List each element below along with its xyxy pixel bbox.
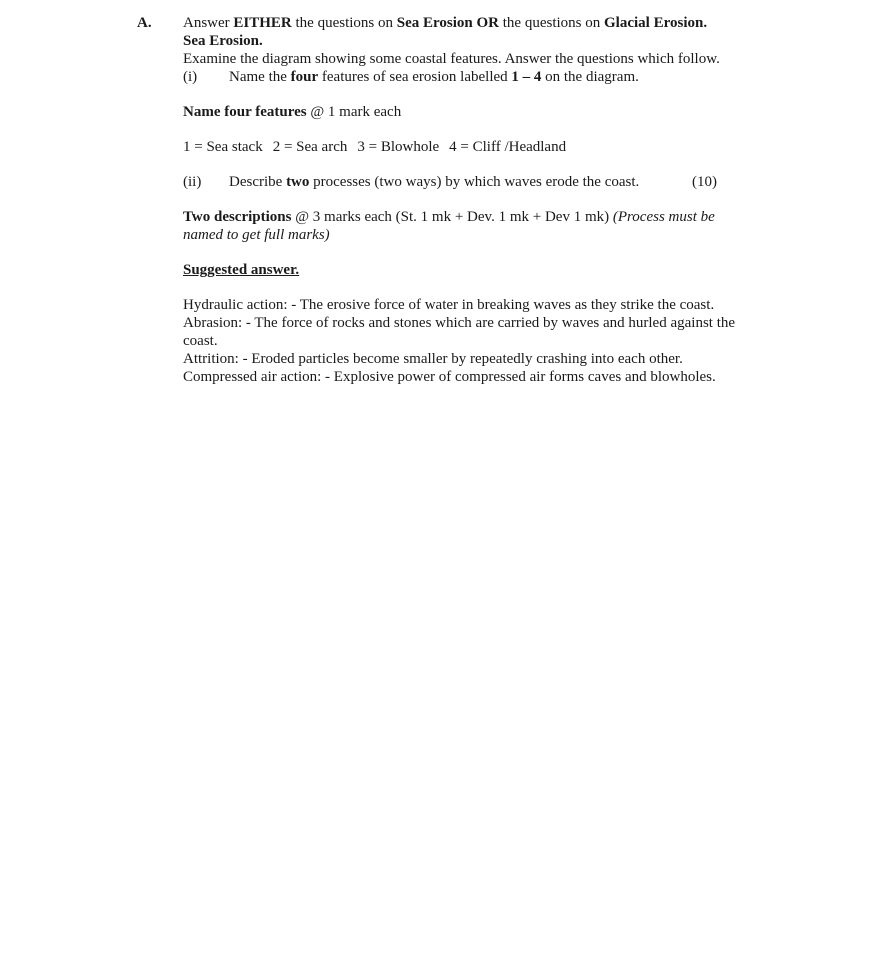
instruction: Examine the diagram showing some coastal features. Answer the questions which follow. bbox=[183, 51, 720, 67]
intro-either: EITHER bbox=[233, 15, 292, 31]
intro-text: Answer bbox=[183, 15, 234, 31]
question-i-part: features of sea erosion labelled bbox=[318, 69, 512, 85]
marking-2-note: (Process must be bbox=[612, 209, 715, 225]
marking-1-label: Name four features bbox=[183, 104, 307, 120]
question-ii-part: processes (two ways) by which waves erode the coast. bbox=[309, 174, 640, 190]
marking-scheme-1 bbox=[183, 103, 773, 121]
question-i-number: (i) bbox=[183, 69, 198, 85]
marking-1-rest: @ 1 mark each bbox=[306, 104, 402, 120]
question-ii-part: Describe bbox=[229, 174, 287, 190]
answer-hydraulic: Hydraulic action: - The erosive force of water in breaking waves as they strike the coast. bbox=[183, 297, 715, 313]
feature-item: 2 = Sea arch bbox=[272, 139, 348, 155]
question-i-part: on the diagram. bbox=[541, 69, 639, 85]
question-i bbox=[183, 68, 773, 86]
section-heading: Sea Erosion. bbox=[183, 33, 263, 49]
question-i-text bbox=[229, 68, 639, 86]
question-i-four: four bbox=[290, 69, 319, 85]
feature-item: 1 = Sea stack bbox=[183, 139, 263, 155]
question-ii bbox=[183, 173, 773, 191]
answer-abrasion: Abrasion: - The force of rocks and stones which are carried by waves and hurled against the bbox=[183, 315, 736, 331]
intro-text: the questions on bbox=[499, 15, 605, 31]
marking-2-rest: @ 3 marks each (St. 1 mk + Dev. 1 mk + Dev 1 mk) bbox=[291, 209, 613, 225]
question-i-range: 1 – 4 bbox=[511, 69, 542, 85]
question-ii-text bbox=[229, 173, 639, 191]
suggested-answer-heading: Suggested answer. bbox=[183, 262, 300, 278]
question-letter: A. bbox=[137, 15, 152, 31]
feature-item: 4 = Cliff /Headland bbox=[449, 139, 567, 155]
intro-line bbox=[183, 14, 773, 32]
marking-scheme-2 bbox=[183, 208, 773, 226]
question-ii-marks: (10) bbox=[692, 174, 717, 190]
intro-sea-erosion: Sea Erosion OR bbox=[396, 15, 500, 31]
intro-text: the questions on bbox=[291, 15, 397, 31]
answer-compressed-air: Compressed air action: - Explosive power of compressed air forms caves and blowholes. bbox=[183, 369, 716, 385]
feature-item: 3 = Blowhole bbox=[357, 139, 440, 155]
answer-abrasion-cont: coast. bbox=[183, 333, 218, 349]
marking-2-label: Two descriptions bbox=[183, 209, 292, 225]
question-ii-two: two bbox=[286, 174, 310, 190]
question-ii-number: (ii) bbox=[183, 174, 202, 190]
question-i-part: Name the bbox=[229, 69, 291, 85]
marking-2-note-cont: named to get full marks) bbox=[183, 227, 330, 243]
answer-attrition: Attrition: - Eroded particles become smaller by repeatedly crashing into each other. bbox=[183, 351, 683, 367]
features-list bbox=[183, 138, 773, 156]
intro-glacial-erosion: Glacial Erosion. bbox=[604, 15, 708, 31]
question-content bbox=[183, 14, 773, 386]
